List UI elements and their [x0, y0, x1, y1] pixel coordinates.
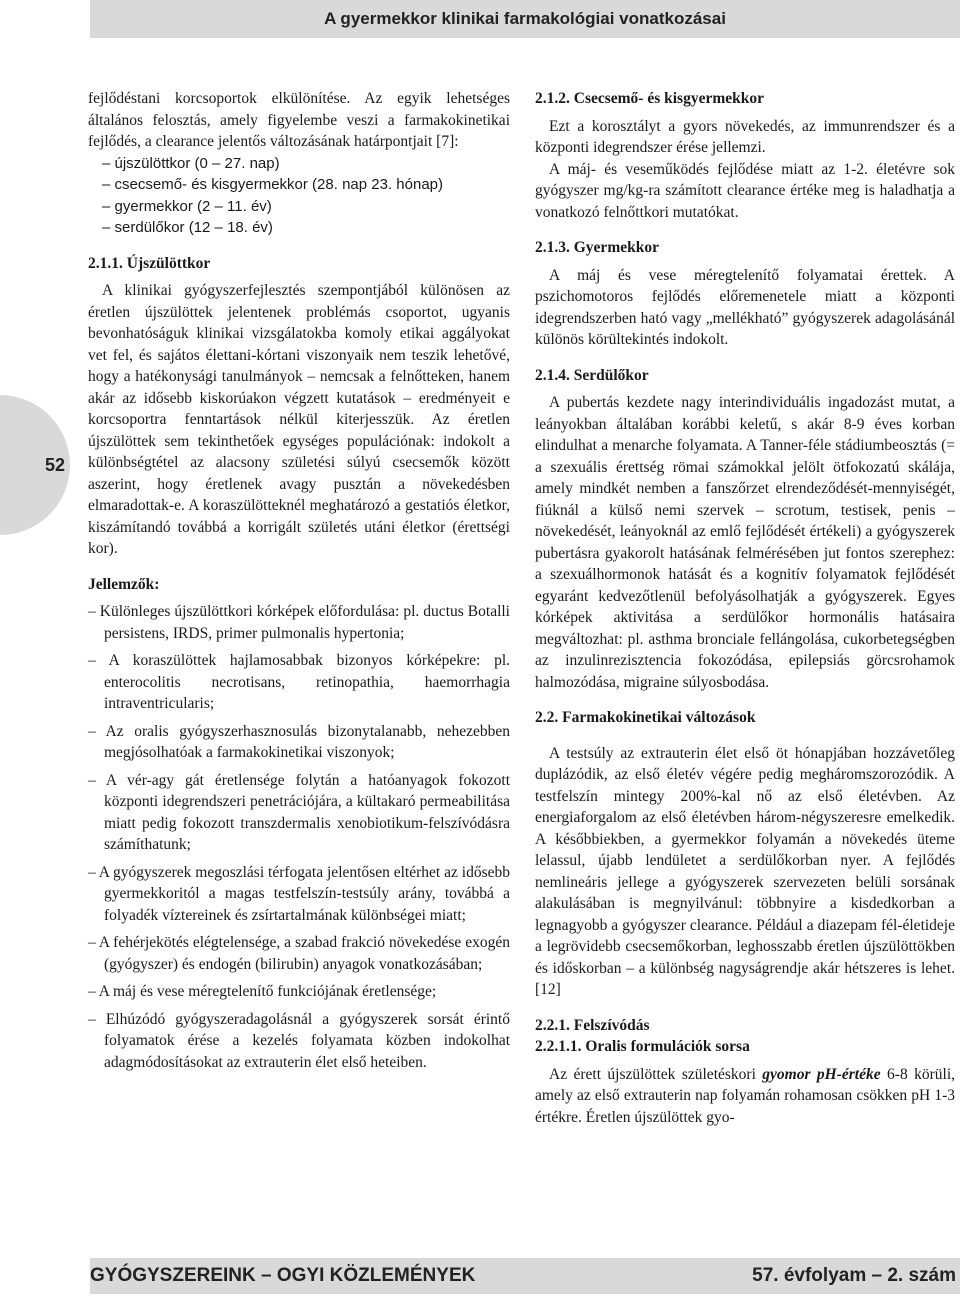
list-item: – Az oralis gyógyszerhasznosulás bizonytalanabb, nehezebben megjósolhatóak a farmakokinetikai viszonyok; [88, 722, 510, 761]
paragraph-rest: 6-8 körüli, amely az első extrauterin nap folyamán rohamosan csökken pH 1-3 értékre. Éretlen újszülöttek gyo- [535, 1065, 955, 1126]
list-item: – újszülöttkor (0 – 27. nap) [102, 154, 280, 172]
list-item: – serdülőkor (12 – 18. év) [102, 219, 273, 236]
list-item: – A máj és vese méregtelenítő funkciójának éretlensége; [88, 983, 437, 1000]
section-2-1-2-paragraph: A máj- és veseműködés fejlődése miatt az 1-2. életévre sok gyógyszer mg/kg-ra számított clearance értéke meg is haladhatja a vonatkozó felnőttkori mutatókat. [535, 160, 955, 221]
list-item: – gyermekkor (2 – 11. év) [102, 197, 272, 215]
running-footer [90, 1258, 960, 1294]
section-2-1-1-text: A klinikai gyógyszerfejlesztés szempontjából különösen az éretlen újszülöttek jelentenek problémás csoportot, ugyanis bevonhatóságuk klinikai vizsgálatokba komoly etikai aggályokat vet fel, és sajátos élettani-kórtani viszonyaik nem teszik lehetővé, hogy a hatékonysági tanulmányok – nemcsak a felnőtteken, hanem akár az idősebb kiskorúakon végzett kutatások – eredményeit e korcsoportra fenntartások nélkül kiterjesszük. Az éretlen újszülöttek sem tekinthetőek egységes populációnak: indokolt a különbségtétel az alacsony születési súlyú csecsemők között aszerint, hogy éretlenek avagy pusztán a növekedésben elmaradottak-e. A koraszülötteknél meghatározó a gestatiós életkor, kiszámítandó továbbá a korrigált születés utáni életkor (érettségi kor). [88, 282, 510, 557]
right-column [535, 88, 955, 1128]
running-header [90, 0, 960, 38]
section-heading-2-2-1: 2.2.1. Felszívódás [535, 1016, 650, 1034]
list-item: – A gyógyszerek megoszlási térfogata jelentősen eltérhet az idősebb gyermekkoritól a magas testfelszín-testsúly arány, továbbá a folyadék víztereinek és zsírtartalmának különbségei miatt; [88, 863, 510, 924]
emphasis-gastric-ph: gyomor pH-értéke [762, 1065, 881, 1083]
features-list [88, 601, 510, 1073]
section-heading-2-1-1: 2.1.1. Újszülöttkor [88, 254, 211, 272]
list-item: – A fehérjekötés elégtelensége, a szabad frakció növekedése exogén (gyógyszer) és endogén (bilirubin) anyagok vonatkozásában; [88, 934, 510, 973]
list-item: – Elhúzódó gyógyszeradagolásnál a gyógyszerek sorsát érintő folyamatok érése a kezelés folyamata közben indokolhat adagmódosításokat az extrauterin élet első heteiben. [88, 1010, 510, 1071]
paragraph-lead: Az érett újszülöttek születéskori [549, 1065, 763, 1083]
age-group-list [88, 153, 510, 239]
section-2-1-4-paragraph: A pubertás kezdete nagy interindividuális ingadozást mutat, a leányokban általában korábbi keletű, s akár 8-9 éves korban elindulhat a menarche folyamata. A Tanner-féle stádiumbeosztás (= a szexuális érettség römai számokkal jelölt ötfokozatú skálája, amely mindkét nemben a fanszőrzet elrendeződését-mennyiségét, fiúknál a külső nemi szervek – scrotum, testisek, penis – növekedését, leányoknál az emlő fejlődését értékeli) a gyógyszerek pubertásra gyakorolt hatásának felmérésében jut fontos szerephez: a szexuálhormonok hatását és a kognitív folyamatok fejlődését egyaránt kedvezőtlenül befolyásolhatják a gyógyszerek. Egyes kórképek aktivitása a serdülőkor hormonális hatásaira megváltozhat: pl. asthma bronciale fellángolása, cukorbetegségben az inzulinrezisztencia fokozódása, epilepsiás görcsrohamok halmozódása, migraine súlyosbodása. [535, 394, 955, 691]
section-2-2-paragraph: A testsúly az extrauterin élet első öt hónapjában hozzávetőleg duplázódik, az első életév végére pedig megháromszorozódik. A testfelszín mintegy 200%-kal nő az első életévben. Az energiaforgalom az első életévben három-négyszeresre emelkedik. A későbbiekben, a gyermekkor folyamán a növekedés üteme lelassul, újabb lendületet a serdülőkorban nyer. A fejlődés nemlineáris jellege a gyógyszerek szervezeten belüli sorsának alakulásában is megnyilvánul: többnyire a kisdedkorban a legnagyobb a gyógyszer clearance. Például a diazepam fél-életideje a legrövidebb csecsemőkorban, leghosszabb éretlen újszülöttökben és időskorban – a különbség nagyságrendje akár hétszeres is lehet. [12] [535, 744, 955, 998]
section-2-1-3-paragraph: A máj és vese méregtelenítő folyamatai érettek. A pszichomotoros fejlődés előremenetele miatt a központi idegrendszerben ható vagy „mellékható” gyógyszerek adagolásánál különös körültekintés indokolt. [535, 266, 955, 348]
left-column [88, 88, 510, 1073]
page-number: 52 [44, 455, 66, 475]
header-title: A gyermekkor klinikai farmakológiai vonatkozásai [324, 9, 726, 28]
features-heading: Jellemzők: [88, 575, 160, 593]
list-item: – csecsemő- és kisgyermekkor (28. nap 23. hónap) [102, 176, 443, 193]
section-heading-2-1-4: 2.1.4. Serdülőkor [535, 366, 649, 384]
list-item: – A koraszülöttek hajlamosabbak bizonyos kórképekre: pl. enterocolitis necrotisans, retinopathia, haemorrhagia intraventricularis; [88, 652, 510, 712]
section-heading-2-1-2: 2.1.2. Csecsemő- és kisgyermekkor [535, 90, 765, 107]
section-heading-2-2: 2.2. Farmakokinetikai változások [535, 709, 756, 726]
section-heading-2-2-1-1: 2.2.1.1. Oralis formulációk sorsa [535, 1038, 750, 1055]
list-item: – A vér-agy gát éretlensége folytán a hatóanyagok fokozott központi idegrendszeri penetrációjára, a kültakaró permeabilitása miatt pedig fokozott transzdermalis xenobiotikum-felszívódásra számíthatunk; [88, 771, 510, 853]
section-2-1-2-paragraph: Ezt a korosztályt a gyors növekedés, az immunrendszer és a központi idegrendszer érése jellemzi. [535, 117, 955, 156]
journal-title: GYÓGYSZEREINK – OGYI KÖZLEMÉNYEK [90, 1265, 476, 1286]
list-item: – Különleges újszülöttkori kórképek előfordulása: pl. ductus Botalli persistens, IRDS, primer pulmonalis hypertonia; [88, 603, 510, 642]
section-heading-2-1-3: 2.1.3. Gyermekkor [535, 239, 659, 256]
issue-info: 57. évfolyam – 2. szám [752, 1265, 956, 1286]
section-2-2-1-1-paragraph [535, 1064, 955, 1129]
intro-paragraph: fejlődéstani korcsoportok elkülönítése. Az egyik lehetséges általános felosztás, amely figyelembe veszi a farmakokinetikai fejlődés, a clearance jelentős változásának határpontjait [7]: [88, 90, 510, 150]
